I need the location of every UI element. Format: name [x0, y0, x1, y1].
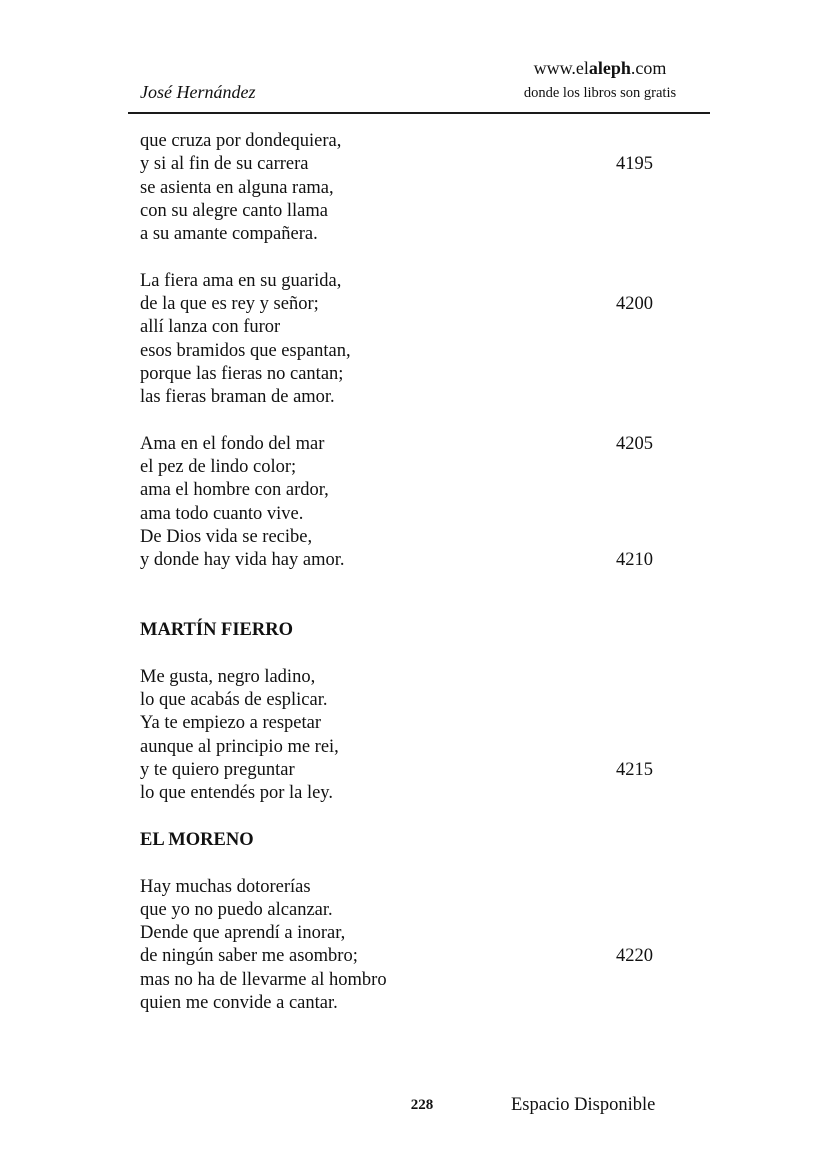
verse-line — [140, 386, 700, 409]
page-number: 228 — [410, 1097, 434, 1113]
verse-text: lo que entendés por la ley. — [140, 783, 333, 804]
verse-line — [140, 340, 700, 363]
verse-text: lo que acabás de esplicar. — [140, 690, 328, 711]
verse-number: 4205 — [616, 433, 653, 454]
verse-text: La fiera ama en su guarida, — [140, 270, 342, 291]
verse-line — [140, 689, 700, 712]
verse-line — [140, 153, 700, 176]
site-url-prefix: www.el — [533, 58, 589, 78]
site-url[interactable] — [500, 57, 700, 79]
verse-text: y te quiero preguntar — [140, 760, 295, 781]
verse-text: con su alegre canto llama — [140, 200, 328, 221]
verse-line — [140, 969, 700, 992]
site-url-suffix: .com — [630, 58, 667, 78]
verse-line — [140, 130, 700, 153]
speaker-heading: MARTÍN FIERRO — [140, 620, 294, 641]
verse-number: 4200 — [616, 294, 653, 315]
verse-text: y donde hay vida hay amor. — [140, 550, 345, 571]
verse-line — [140, 456, 700, 479]
verse-text: a su amante compañera. — [140, 224, 318, 245]
verse-line — [140, 759, 700, 782]
verse-text: allí lanza con furor — [140, 317, 281, 338]
verse-text: que yo no puedo alcanzar. — [140, 899, 333, 920]
verse-line — [140, 666, 700, 689]
verse-line — [140, 712, 700, 735]
verse-text: las fieras braman de amor. — [140, 387, 335, 408]
stanza-gap — [140, 596, 700, 619]
verse-text: mas no ha de llevarme al hombro — [140, 969, 387, 990]
verse-text: porque las fieras no cantan; — [140, 363, 344, 384]
verse-line — [140, 503, 700, 526]
verse-text: ama todo cuanto vive. — [140, 503, 304, 524]
verse-line — [140, 177, 700, 200]
verse-line — [140, 363, 700, 386]
verse-text: aunque al principio me rei, — [140, 736, 339, 757]
verse-text: que cruza por dondequiera, — [140, 131, 342, 151]
stanza-gap — [140, 643, 700, 666]
verse-line — [140, 270, 700, 293]
verse-text: Ya te empiezo a respetar — [140, 713, 321, 734]
site-url-brand: aleph — [588, 58, 631, 78]
verse-line — [140, 876, 700, 899]
footer-note: Espacio Disponible — [511, 1095, 656, 1115]
verse-line — [140, 200, 700, 223]
verse-line — [140, 549, 700, 572]
verse-text: y si al fin de su carrera — [140, 154, 309, 175]
verse-line — [140, 479, 700, 502]
verse-text: Hay muchas dotorerías — [140, 876, 311, 897]
verse-line — [140, 922, 700, 945]
stanza-gap — [140, 852, 700, 875]
verse-text: se asienta en alguna rama, — [140, 177, 334, 198]
verse-text: de ningún saber me asombro; — [140, 946, 358, 967]
author-name: José Hernández — [140, 82, 256, 102]
header-divider — [128, 112, 710, 114]
verse-line — [140, 316, 700, 339]
stanza-gap — [140, 410, 700, 433]
verse-line — [140, 433, 700, 456]
verse-text: el pez de lindo color; — [140, 457, 297, 478]
verse-number: 4195 — [616, 154, 653, 175]
poem-body — [140, 130, 700, 1015]
verse-text: Ama en el fondo del mar — [140, 433, 325, 454]
verse-line — [140, 992, 700, 1015]
verse-number: 4210 — [616, 550, 653, 571]
stanza-gap — [140, 246, 700, 269]
verse-line — [140, 899, 700, 922]
verse-line — [140, 782, 700, 805]
verse-text: quien me convide a cantar. — [140, 992, 338, 1013]
verse-number: 4220 — [616, 946, 653, 967]
verse-line — [140, 526, 700, 549]
verse-number: 4215 — [616, 760, 653, 781]
verse-line — [140, 945, 700, 968]
verse-text: esos bramidos que espantan, — [140, 340, 351, 361]
verse-text: Dende que aprendí a inorar, — [140, 923, 346, 944]
verse-text: ama el hombre con ardor, — [140, 480, 329, 501]
site-tagline: donde los libros son gratis — [523, 85, 677, 101]
verse-line — [140, 736, 700, 759]
verse-text: Me gusta, negro ladino, — [140, 666, 316, 687]
verse-text: de la que es rey y señor; — [140, 294, 319, 315]
verse-line — [140, 293, 700, 316]
verse-line — [140, 223, 700, 246]
stanza-gap — [140, 573, 700, 596]
verse-text: De Dios vida se recibe, — [140, 527, 313, 548]
stanza-gap — [140, 806, 700, 829]
speaker-heading: EL MORENO — [140, 829, 254, 850]
